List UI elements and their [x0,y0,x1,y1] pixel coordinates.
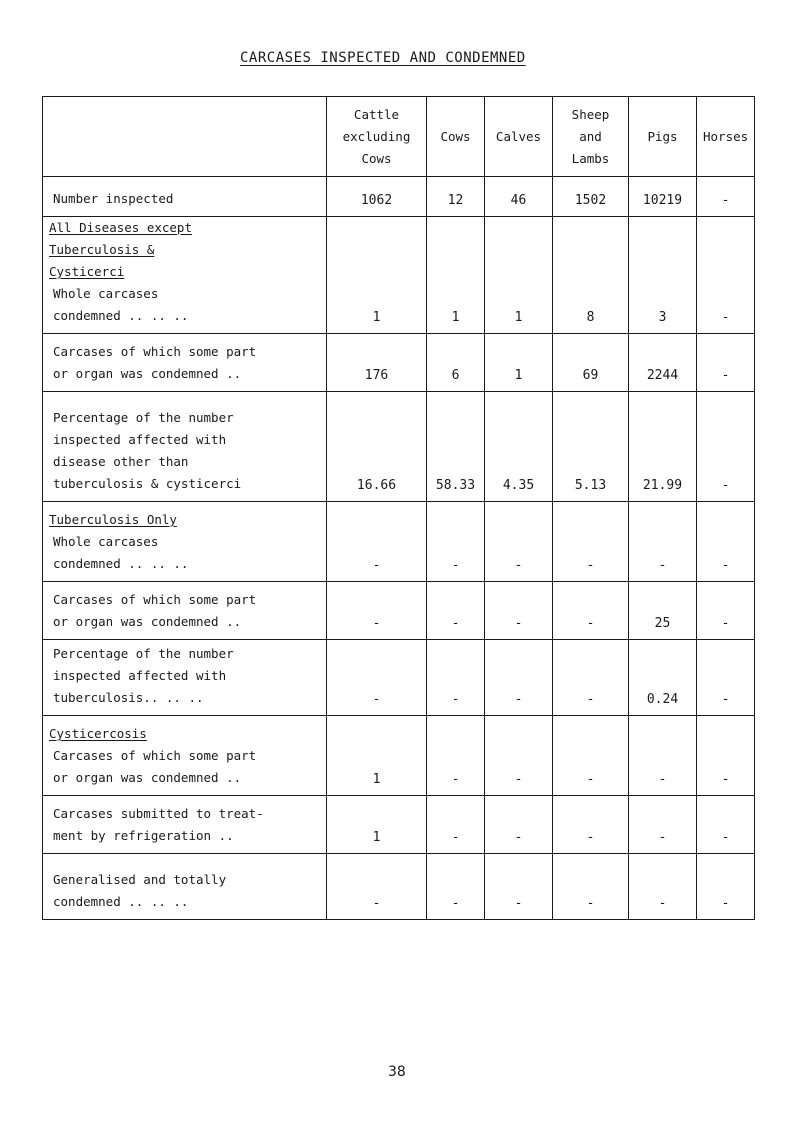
table-cell: 8 [553,217,629,334]
table-cell: 176 [327,334,427,392]
table-cell: 5.13 [553,392,629,502]
table-cell: 1 [427,217,485,334]
row-heading-line: Tuberculosis Only [49,512,177,527]
table-cell: - [697,392,755,502]
table-cell: - [327,582,427,640]
row-label-line: Generalised and totally [53,872,227,887]
row-heading-line: All Diseases except [49,220,192,235]
table-cell: - [697,334,755,392]
row-heading-line: Tuberculosis & [49,242,155,257]
column-header [697,97,755,177]
table-cell: - [553,640,629,716]
table-row [43,334,755,392]
table-cell: - [629,502,697,582]
table-cell: - [327,502,427,582]
table-cell: - [427,582,485,640]
table-cell: 21.99 [629,392,697,502]
table-cell: 46 [485,177,553,217]
row-label [43,177,327,217]
row-label-line: Percentage of the number [53,646,234,661]
row-label-line: or organ was condemned .. [53,770,242,785]
table-cell: - [485,796,553,854]
row-label [43,217,327,334]
table-cell: - [327,854,427,920]
table-cell: 1 [327,796,427,854]
row-label-line: tuberculosis.. .. .. [53,690,204,705]
row-label [43,334,327,392]
column-header-line: Cattle [353,106,400,122]
table-cell: 10219 [629,177,697,217]
table-cell: - [697,854,755,920]
table-cell: 1 [485,334,553,392]
table-cell: - [697,177,755,217]
table-cell: 12 [427,177,485,217]
table-cell: - [427,502,485,582]
table-cell: - [553,854,629,920]
row-label-line: Carcases of which some part [53,592,257,607]
row-label [43,854,327,920]
column-header-line: Cows [440,128,471,144]
table-cell: - [697,582,755,640]
table-row [43,716,755,796]
column-header-line: Pigs [647,128,678,144]
table-cell: - [485,640,553,716]
table-cell: - [553,582,629,640]
column-header [553,97,629,177]
table-cell: - [485,854,553,920]
table-cell: - [697,796,755,854]
row-heading-line: Cysticerci [49,264,125,279]
table-cell: - [485,716,553,796]
table-cell: - [697,502,755,582]
page-number: 38 [388,1064,406,1080]
header-blank [43,97,327,177]
row-label [43,796,327,854]
table-cell: - [327,640,427,716]
table-cell: - [697,217,755,334]
table-cell: - [427,854,485,920]
table-row [43,796,755,854]
row-label-line: Whole carcases [53,286,159,301]
table-row [43,640,755,716]
column-header-line: Lambs [571,150,610,166]
column-header-line: and [579,128,602,144]
table-cell: 1502 [553,177,629,217]
row-label-line: condemned .. .. .. [53,308,189,323]
table-cell: 1 [327,217,427,334]
row-label-line: Percentage of the number [53,410,234,425]
row-label-line: Whole carcases [53,534,159,549]
table-cell: 25 [629,582,697,640]
column-header [427,97,485,177]
page-title: CARCASES INSPECTED AND CONDEMNED [240,50,526,66]
table-cell: 0.24 [629,640,697,716]
column-header-line: Calves [495,128,542,144]
column-header-line: excluding [342,128,411,144]
table-cell: - [553,502,629,582]
row-label [43,582,327,640]
table-cell: - [485,502,553,582]
table-cell: - [697,640,755,716]
table-row [43,392,755,502]
table-cell: - [553,796,629,854]
row-label [43,716,327,796]
row-label-line: Number inspected [53,191,174,206]
row-label-line: ment by refrigeration .. [53,828,234,843]
table-row [43,177,755,217]
row-label-line: or organ was condemned .. [53,614,242,629]
table-cell: 1 [327,716,427,796]
table-cell: 4.35 [485,392,553,502]
table-row [43,582,755,640]
row-heading-line: Cysticercosis [49,726,147,741]
row-label-line: tuberculosis & cysticerci [53,476,242,491]
carcases-table [42,96,755,920]
row-label-line: Carcases submitted to treat- [53,806,264,821]
table-cell: 2244 [629,334,697,392]
row-label-line: Carcases of which some part [53,748,257,763]
row-label-line: Carcases of which some part [53,344,257,359]
table-cell: 1062 [327,177,427,217]
column-header-line: Cows [361,150,392,166]
column-header [327,97,427,177]
table-cell: 6 [427,334,485,392]
table-cell: - [697,716,755,796]
row-label-line: condemned .. .. .. [53,556,189,571]
table-cell: - [427,640,485,716]
header-row [43,97,755,177]
column-header-line: Horses [703,128,749,144]
table-cell: 16.66 [327,392,427,502]
row-label [43,392,327,502]
table-cell: 3 [629,217,697,334]
column-header-line: Sheep [571,106,610,122]
row-label [43,502,327,582]
table-cell: - [629,716,697,796]
table-cell: - [485,582,553,640]
table-cell: - [553,716,629,796]
table-row [43,217,755,334]
table-cell: - [629,854,697,920]
row-label-line: inspected affected with [53,432,227,447]
table-row [43,502,755,582]
column-header [485,97,553,177]
row-label-line: or organ was condemned .. [53,366,242,381]
table-cell: 1 [485,217,553,334]
column-header [629,97,697,177]
table-cell: - [629,796,697,854]
table-row [43,854,755,920]
table-cell: - [427,796,485,854]
row-label-line: disease other than [53,454,189,469]
table-cell: 58.33 [427,392,485,502]
row-label-line: condemned .. .. .. [53,894,189,909]
row-label [43,640,327,716]
table-cell: 69 [553,334,629,392]
table-cell: - [427,716,485,796]
row-label-line: inspected affected with [53,668,227,683]
